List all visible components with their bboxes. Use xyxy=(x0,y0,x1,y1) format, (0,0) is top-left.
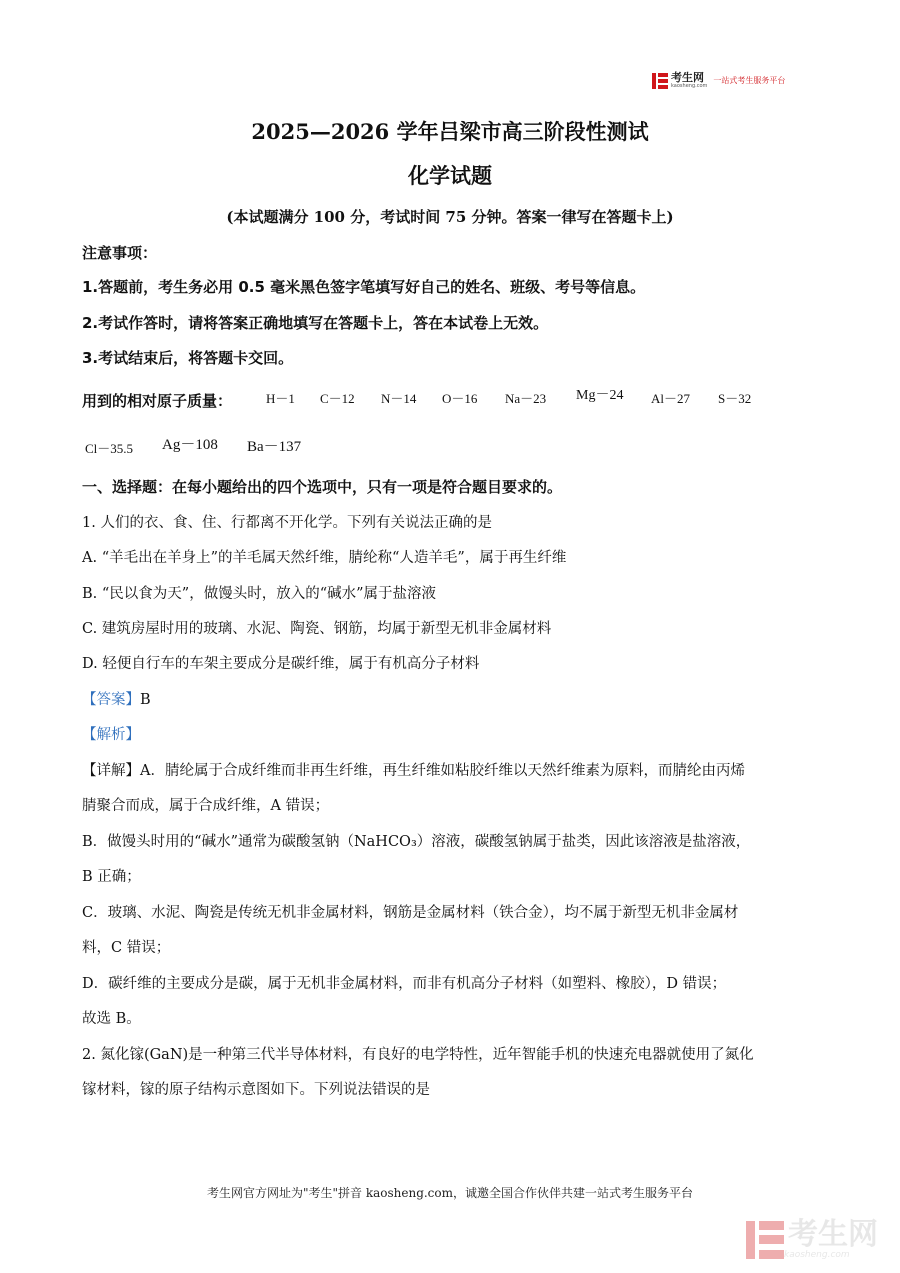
notice-item: 2.考试作答时，请将答案正确地填写在答题卡上，答在本试卷上无效。 xyxy=(82,314,549,332)
exam-title: 2025—2026 学年吕梁市高三阶段性测试 xyxy=(251,119,649,144)
brand-url: kaosheng.com xyxy=(671,83,708,89)
brand-logo xyxy=(652,72,785,89)
atomic-mass-mg: Mg－24 xyxy=(576,388,624,403)
detail-line: 料，C 错误； xyxy=(82,940,171,956)
atomic-mass-na: Na－23 xyxy=(505,391,547,406)
detail-line: 腈聚合而成，属于合成纤维，A 错误； xyxy=(82,798,330,814)
answer-line xyxy=(82,688,151,709)
detail-line: C．玻璃、水泥、陶瓷是传统无机非金属材料，钢筋是金属材料（铁合金），均不属于新型无机非金属材 xyxy=(82,905,739,921)
exam-note: (本试题满分 100 分，考试时间 75 分钟。答案一律写在答题卡上) xyxy=(226,208,674,226)
detail-line: D．碳纤维的主要成分是碳，属于无机非金属材料，而非有机高分子材料（如塑料、橡胶），D 错误； xyxy=(82,976,727,992)
detail-line: B 正确； xyxy=(82,869,141,885)
watermark-url: kaosheng.com xyxy=(784,1250,850,1260)
atomic-mass-c: C－12 xyxy=(320,391,355,406)
atomic-mass-al: Al－27 xyxy=(651,391,691,406)
page-footer: 考生网官方网址为"考生"拼音 kaosheng.com，诚邀全国合作伙伴共建一站式考生服务平台 xyxy=(206,1186,694,1200)
question-2-stem: 2. 氮化镓(GaN)是一种第三代半导体材料，有良好的电学特性，近年智能手机的快速充电器就使用了氮化 xyxy=(82,1047,754,1063)
watermark-name: 考生网 xyxy=(788,1217,878,1252)
detail-line: 【详解】A．腈纶属于合成纤维而非再生纤维，再生纤维如粘胶纤维以天然纤维素为原料，而腈纶由丙烯 xyxy=(82,763,745,779)
atomic-mass-s: S－32 xyxy=(718,391,752,406)
watermark-logo xyxy=(746,1217,878,1260)
atomic-mass-n: N－14 xyxy=(381,391,417,406)
subject-title: 化学试题 xyxy=(408,163,492,188)
atomic-mass-label: 用到的相对原子质量： xyxy=(82,392,233,410)
atomic-mass-ba: Ba－137 xyxy=(247,439,302,455)
brand-name: 考生网 xyxy=(671,71,704,84)
notice-heading: 注意事项： xyxy=(82,244,158,262)
question-1-stem: 1. 人们的衣、食、住、行都离不开化学。下列有关说法正确的是 xyxy=(82,515,492,531)
kaosheng-watermark-icon xyxy=(746,1221,784,1259)
question-2-stem: 镓材料，镓的原子结构示意图如下。下列说法错误的是 xyxy=(82,1082,430,1098)
question-1-option-b: B. “民以食为天”，做馒头时，放入的“碱水”属于盐溶液 xyxy=(82,586,437,602)
atomic-mass-cl: Cl－35.5 xyxy=(85,441,134,456)
atomic-mass-h: H－1 xyxy=(266,391,295,406)
question-1-option-a: A. “羊毛出在羊身上”的羊毛属天然纤维，腈纶称“人造羊毛”，属于再生纤维 xyxy=(82,550,567,566)
question-1-option-d: D. 轻便自行车的车架主要成分是碳纤维，属于有机高分子材料 xyxy=(82,656,480,672)
answer-value: B xyxy=(140,692,151,708)
atomic-mass-ag: Ag－108 xyxy=(162,437,218,453)
detail-line: 故选 B。 xyxy=(82,1011,141,1027)
section-heading: 一、选择题：在每小题给出的四个选项中，只有一项是符合题目要求的。 xyxy=(82,478,563,496)
analysis-tag: 【解析】 xyxy=(82,727,140,743)
atomic-mass-o: O－16 xyxy=(442,391,478,406)
notice-item: 1.答题前，考生务必用 0.5 毫米黑色签字笔填写好自己的姓名、班级、考号等信息。 xyxy=(82,278,646,296)
kaosheng-logo-icon xyxy=(652,73,668,89)
question-1-option-c: C. 建筑房屋时用的玻璃、水泥、陶瓷、钢筋，均属于新型无机非金属材料 xyxy=(82,621,552,637)
brand-slogan: 一站式考生服务平台 xyxy=(713,76,786,85)
notice-item: 3.考试结束后，将答题卡交回。 xyxy=(82,349,294,367)
answer-tag: 【答案】 xyxy=(82,692,140,708)
detail-line: B．做馒头时用的“碱水”通常为碳酸氢钠（NaHCO₃）溶液，碳酸氢钠属于盐类，因此该溶液是盐溶液， xyxy=(82,834,751,850)
